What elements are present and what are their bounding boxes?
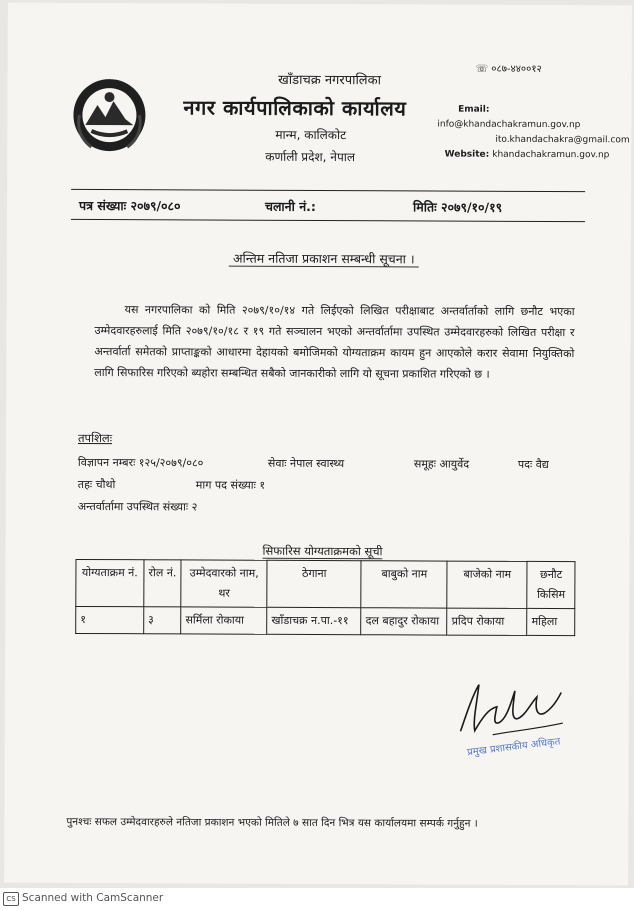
post-field: पदः वैद्य (517, 457, 549, 472)
postscript-note: पुनश्चः सफल उम्मेदवारहरुले नतिजा प्रकाशन भएको मितिले ७ सात दिन भित्र यस कार्यालयमा सम्पर्क गर्नुहुन । (66, 815, 478, 830)
officer-stamp: प्रमुख प्रशासकीय अधिकृत (466, 736, 562, 759)
contact-block (437, 103, 631, 164)
letter-page (4, 3, 632, 886)
col-address: ठेगाना (267, 560, 361, 607)
divider-bottom (71, 219, 585, 222)
notice-subject: अन्तिम नतिजा प्रकाशन सम्बन्धी सूचना । (7, 249, 634, 269)
cell-address: खाँडाचक्र न.पा.-११ (267, 607, 361, 634)
phone-number: ☏ ०८७-४४००१२ (475, 63, 542, 75)
col-roll: रोल नं. (144, 560, 182, 607)
cell-selection-type: महिला (527, 608, 575, 635)
email-label: Email: (458, 104, 490, 115)
letter-number: पत्र संख्याः २०७९/०८० (79, 197, 181, 214)
group-field: समूहः आयुर्वेद (413, 457, 470, 471)
col-selection-type: छनौट किसिम (527, 561, 575, 608)
divider-top (71, 189, 585, 192)
office-title: नगर कार्यपालिकाको कार्यालय (183, 95, 407, 121)
scanner-footer (0, 888, 634, 910)
level-field: तहः चौथो (77, 477, 116, 492)
website-url: khandachakramun.gov.np (492, 149, 610, 161)
interview-attendance: अन्तर्वार्तामा उपस्थित संख्याः २ (77, 499, 198, 514)
dispatch-number: चलानी नं.: (265, 198, 316, 214)
col-rank: योग्यताक्रम नं. (76, 559, 144, 606)
reference-row (79, 197, 583, 215)
address-line-2: कर्णाली प्रदेश, नेपाल (265, 149, 356, 165)
cell-rank: १ (76, 606, 144, 633)
demanded-posts: माग पद संख्याः १ (195, 478, 266, 492)
email-address-2: ito.khandachakra@gmail.com (495, 134, 630, 146)
notice-body: यस नगरपालिका को मिति २०७९/१०/१४ गते लिईएको लिखित परीक्षाबाट अन्तर्वार्ताको लागि छनौट भएका उम्मेदवारहरुलाई मिति २०७९/१०/१८ र १९ गते सञ्चालन भएको अन्तर्वार्तामा उपस्थित उम्मेदवारहरुको लिखित परीक्षा र अन्तर्वार्ता समेतको प्राप्ताङ्कको आधारमा देहायको बमोजिमको योग्यताक्रम कायम हुन आएकोले करार सेवामा नियुक्तिको लागि सिफारिस गरिएको ब्यहोरा सम्बन्धित सबैको जानकारीको लागि यो सूचना प्रकाशित गरिएको छ । (94, 303, 575, 381)
cell-roll: ३ (143, 607, 181, 634)
municipality-name: खाँडाचक्र नगरपालिका (278, 72, 382, 89)
signature-mark (453, 673, 573, 744)
cell-grandfather: प्रदिप रोकाया (447, 608, 527, 635)
table-header-row (76, 559, 575, 608)
col-father: बाबुको नाम (361, 561, 447, 608)
col-grandfather: बाजेको नाम (447, 561, 527, 608)
col-candidate: उम्मेदवारको नाम, थर (181, 560, 267, 607)
address-line-1: मान्म, कालिकोट (275, 127, 347, 143)
cell-candidate: सर्मिला रोकाया (181, 607, 267, 634)
service-field: सेवाः नेपाल स्वास्थ्य (267, 456, 345, 471)
camscanner-icon: CS (3, 892, 19, 906)
scanner-watermark-text: Scanned with CamScanner (22, 892, 164, 904)
letter-date: मितिः २०७९/१०/१९ (413, 199, 503, 215)
cell-father: दल बहादुर रोकाया (361, 608, 447, 635)
table-title: सिफारिस योग्यताक्रमको सूची (262, 543, 383, 559)
details-heading: तपशिलः (77, 430, 113, 446)
recommendation-table (75, 559, 575, 636)
advertisement-number: विज्ञापन नम्बरः १२५/२०७९/०८० (77, 455, 204, 470)
email-address-1: info@khandachakramun.gov.np (437, 119, 581, 131)
table-row (76, 606, 575, 635)
website-label: Website: (444, 149, 490, 160)
